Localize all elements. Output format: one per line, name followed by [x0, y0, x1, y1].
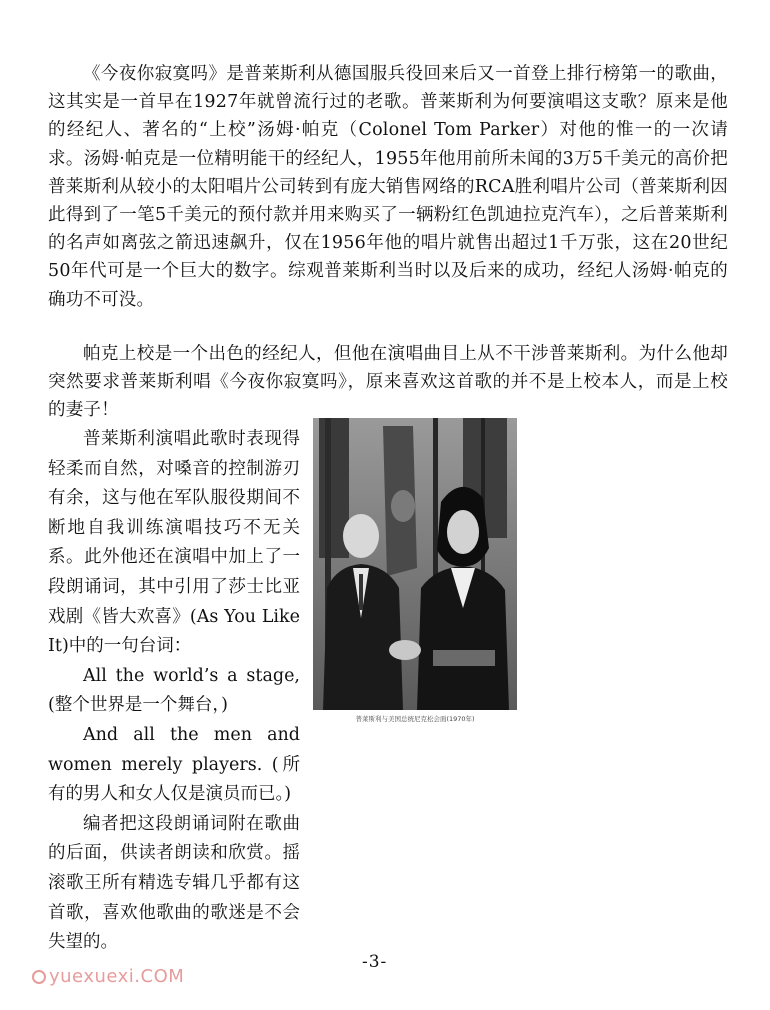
paragraph-3-text: 普莱斯利演唱此歌时表现得轻柔而自然，对嗓音的控制游刃有余，这与他在军队服役期间不断地自我训练演唱技巧不无关系。此外他还在演唱中加上了一段朗诵词，其中引用了莎士比亚戏剧《皆大欢喜》(As You Like It)中的一句台词： — [48, 429, 300, 657]
watermark-text: yuexuexi.COM — [49, 966, 185, 987]
photo-figure — [313, 418, 517, 723]
paragraph-1 — [48, 60, 728, 314]
paragraph-4-text: 编者把这段朗诵词附在歌曲的后面，供读者朗读和欣赏。摇滚歌王所有精选专辑几乎都有这首歌，喜欢他歌曲的歌迷是不会失望的。 — [48, 813, 300, 953]
paragraph-2-text: 帕克上校是一个出色的经纪人，但他在演唱曲目上从不干涉普莱斯利。为什么他却突然要求普莱斯利唱《今夜你寂寞吗》，原来喜欢这首歌的并不是上校本人，而是上校的妻子！ — [48, 344, 728, 421]
left-column-text — [48, 425, 300, 958]
photo-illustration — [313, 418, 517, 710]
photo-caption: 普莱斯利与美国总统尼克松会面(1970年) — [355, 715, 475, 723]
site-watermark — [32, 966, 184, 987]
quote-line-1: All the world’s a stage, (整个世界是一个舞台，) — [48, 665, 300, 716]
watermark-logo-icon — [32, 970, 46, 984]
paragraph-1-text: 《今夜你寂寞吗》是普莱斯利从德国服兵役回来后又一首登上排行榜第一的歌曲，这其实是一首早在1927年就曾流行过的老歌。普莱斯利为何要演唱这支歌？原来是他的经纪人、著名的“上校”汤姆·帕克（Colonel Tom Parker）对他的惟一的一次请求。汤姆·帕克是一位精明能干的经纪人，1955年他用前所未闻的3万5千美元的高价把普莱斯利从较小的太阳唱片公司转到有庞大销售网络的RCA胜利唱片公司（普莱斯利因此得到了一笔5千美元的预付款并用来购买了一辆粉红色凯迪拉克汽车），之后普莱斯利的名声如离弦之箭迅速飙升，仅在1956年他的唱片就售出超过1千万张，这在20世纪50年代可是一个巨大的数字。综观普莱斯利当时以及后来的成功，经纪人汤姆·帕克的确功不可没。 — [48, 64, 728, 310]
photo-nixon-presley — [313, 418, 517, 710]
paragraph-2 — [48, 340, 728, 425]
quote-line-2: And all the men and women merely players. (所有的男人和女人仅是演员而已。) — [48, 724, 300, 805]
page-number: -3- — [362, 952, 388, 972]
